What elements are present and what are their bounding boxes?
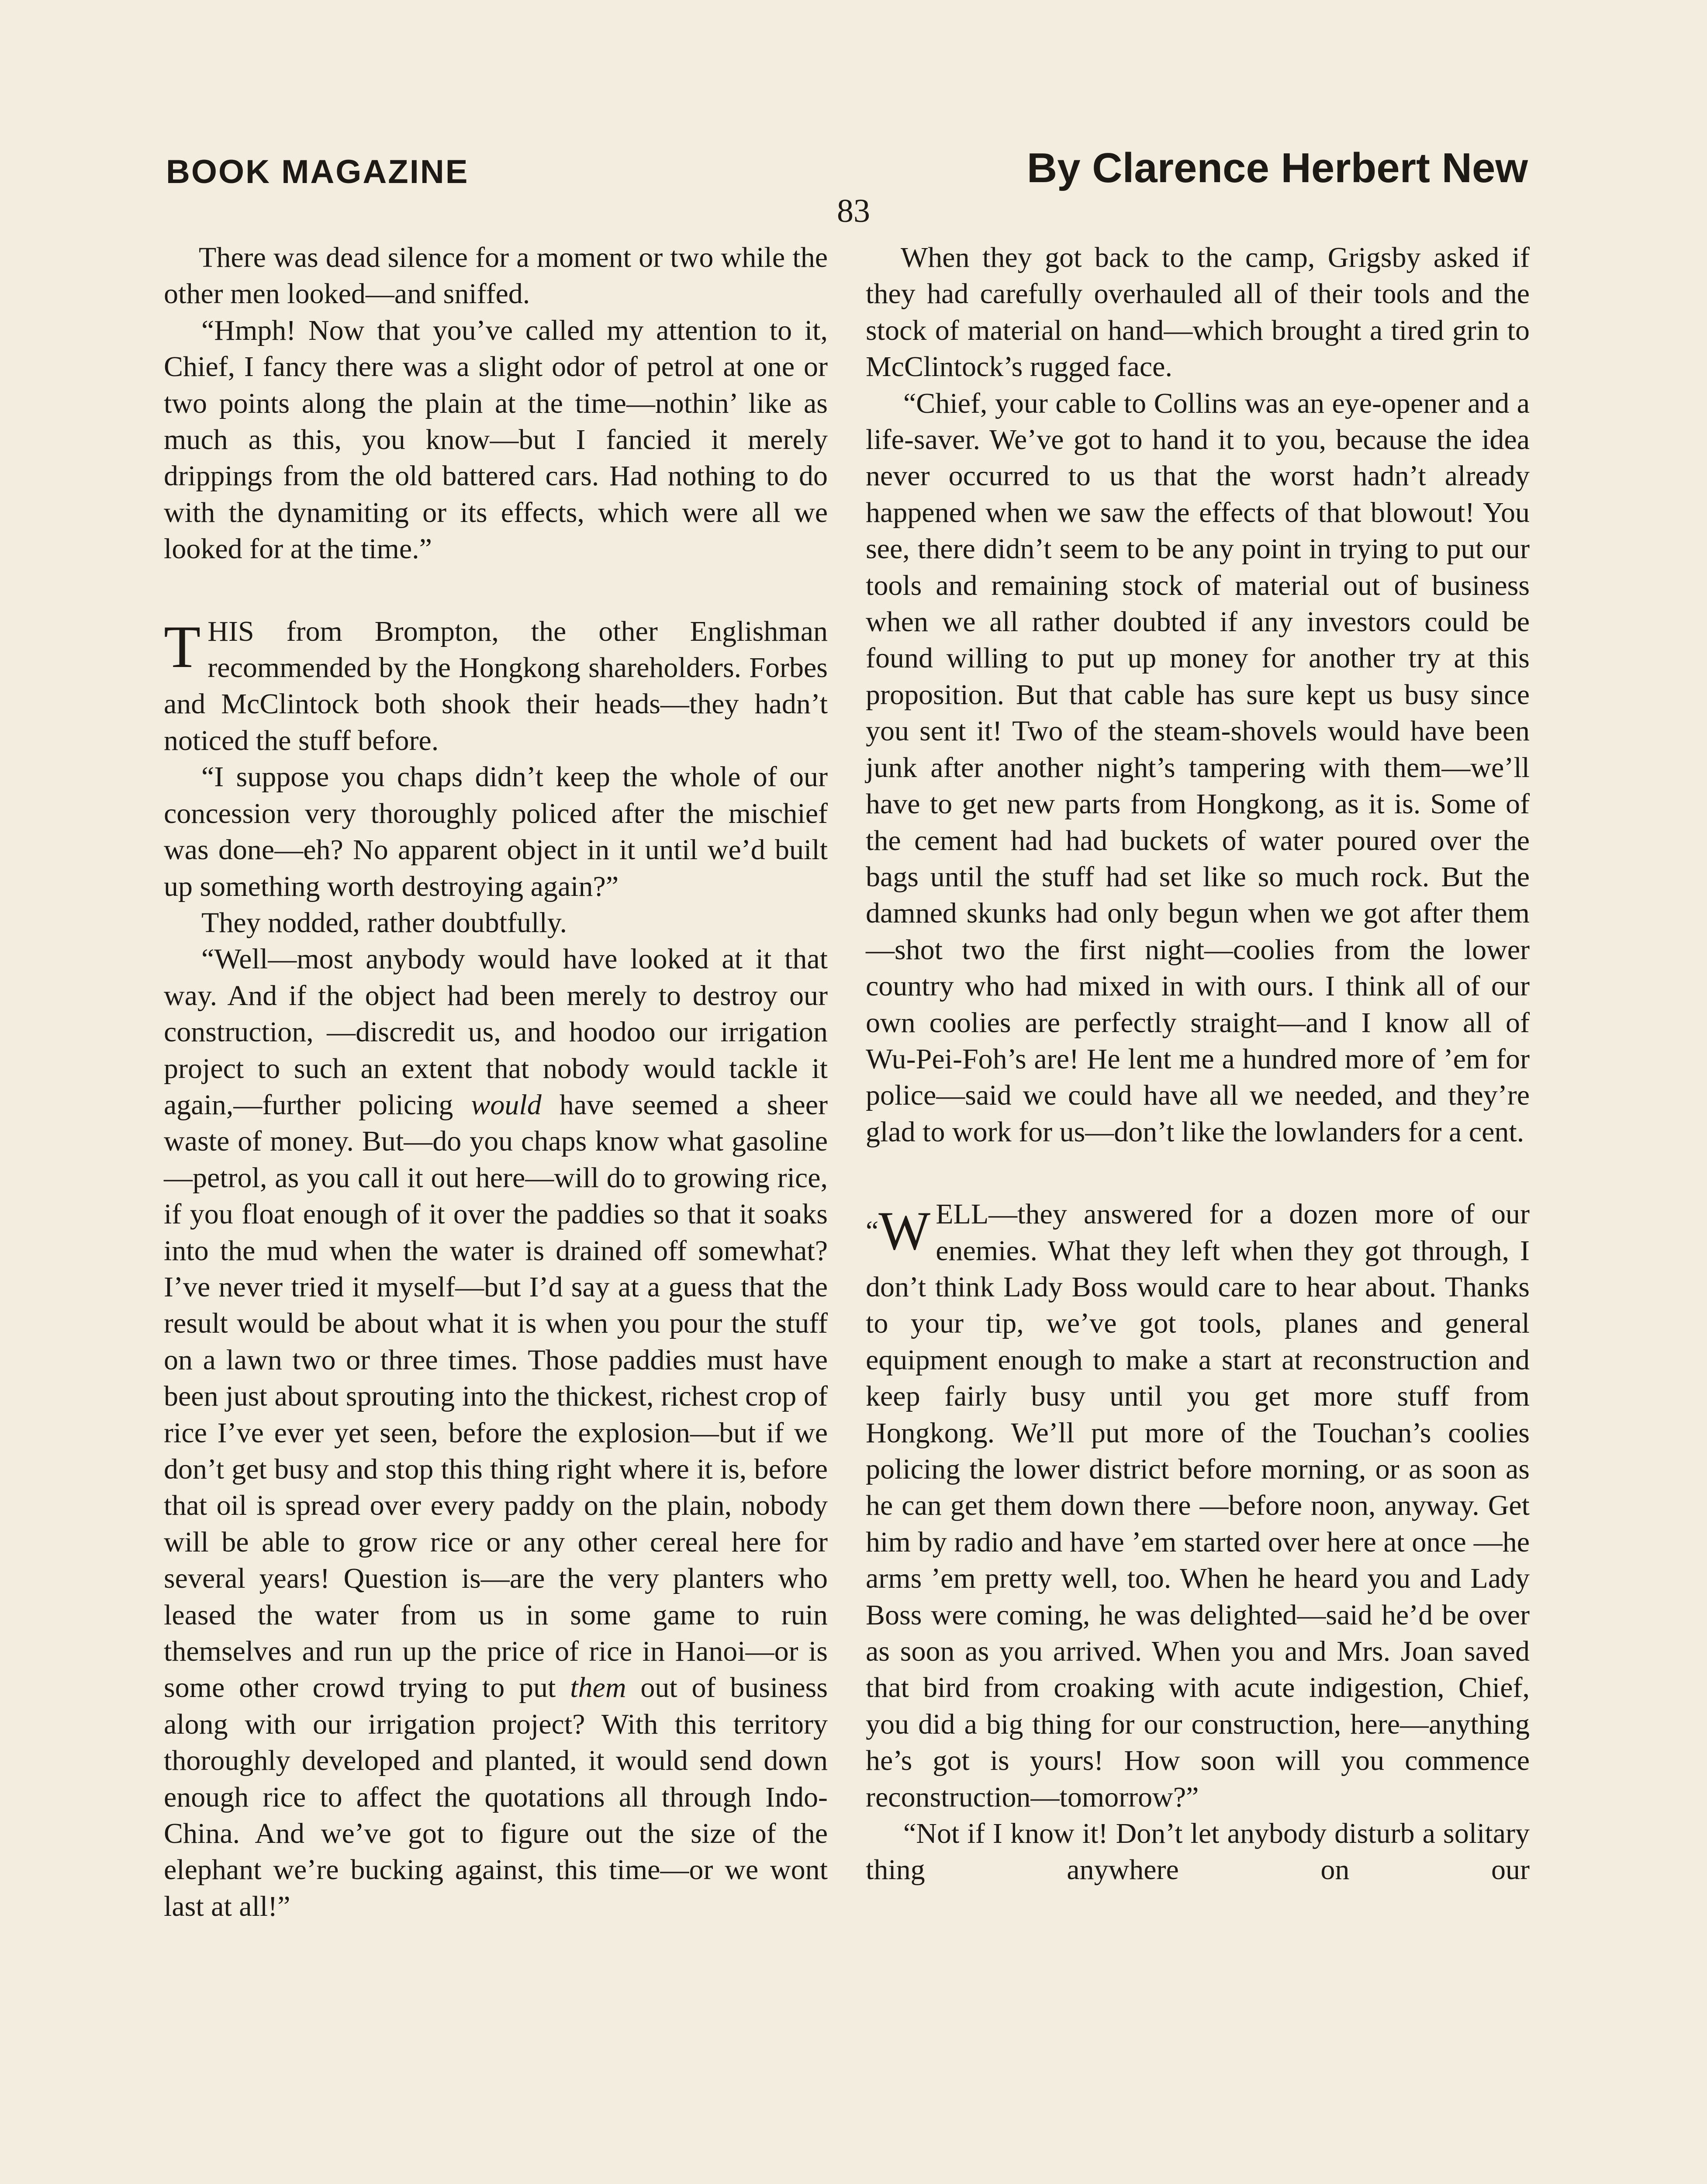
left-column bbox=[164, 239, 828, 1925]
emphasis: them bbox=[570, 1672, 626, 1704]
paragraph-text: out of business along with our irrigation project? With this territory thoroughly developed and planted, it would send down enough rice to affect the quotations all through Indo-China. And we’ve got to figure out the size of the elephant we’re bucking against, this time—or we wont last at all!” bbox=[164, 1672, 828, 1922]
drop-cap: T bbox=[164, 613, 201, 680]
open-quote: “ bbox=[866, 1215, 879, 1248]
paragraph-text: ELL—they answered for a dozen more of our enemies. What they left when they got through, I don’t think Lady Boss would care to hear about. Thanks to your tip, we’ve got tools, planes and general equipment enough to make a start at reconstruction and keep fairly busy until you get more stuff from Hongkong. We’ll put more of the Touchan’s coolies policing the lower district before morning, or as soon as he can get them down there —before noon, anyway. Get him by radio and have ’em started over here at once —he arms ’em pretty well, too. When he heard you and Lady Boss were coming, he was delighted—said he’d be over as soon as you arrived. When you and Mrs. Joan saved that bird from croaking with acute indigestion, Chief, you did a big thing for our construction, here—anything he’s got is yours! How soon will you commence reconstruction—tomorrow?” bbox=[866, 1198, 1530, 1813]
paragraph bbox=[164, 941, 828, 1925]
running-head-author: By Clarence Herbert New bbox=[1026, 145, 1528, 191]
emphasis: would bbox=[471, 1089, 542, 1121]
drop-cap bbox=[866, 1201, 931, 1262]
paragraph: “Chief, your cable to Collins was an eye-opener and a life-saver. We’ve got to hand it to you, because the idea never occurred to us that the worst hadn’t already happened when we saw the effects of that blowout! You see, there didn’t seem to be any point in trying to put our tools and remaining stock of material out of business when we all rather doubted if any investors could be found willing to put up money for another try at this proposition. But that cable has sure kept us busy since you sent it! Two of the steam-shovels would have been junk after another night’s tampering with them—we’ll have to get new parts from Hongkong, as it is. Some of the cement had had buckets of water poured over the bags until the stuff had set like so much rock. But the damned skunks had only begun when we got after them—shot two the first night—coolies from the lower country who had mixed in with ours. I think all of our own coolies are perfectly straight—and I know all of Wu-Pei-Foh’s are! He lent me a hundred more of ’em for police—said we could have all we needed, and they’re glad to work for us—don’t like the lowlanders for a cent. bbox=[866, 387, 1530, 1148]
paragraph: “Not if I know it! Don’t let anybody disturb a solitary thing anywhere on our bbox=[866, 1818, 1530, 1886]
paragraph: They nodded, rather doubtfully. bbox=[201, 906, 567, 939]
drop-cap-letter: W bbox=[878, 1201, 931, 1262]
page-number: 83 bbox=[837, 193, 870, 229]
section-paragraph bbox=[866, 1196, 1530, 1815]
running-head-magazine: BOOK MAGAZINE bbox=[166, 153, 469, 190]
paragraph-text: have seemed a sheer waste of money. But—do you chaps know what gasoline—petrol, as you call it out here—will do to growing rice, if you float enough of it over the paddies so that it soaks into the mud when the water is drained off somewhat? I’ve never tried it myself—but I’d say at a guess that the result would be about what it is when you pour the stuff on a lawn two or three times. Those paddies must have been just about sprouting into the thickest, richest crop of rice I’ve ever yet seen, before the explosion—but if we don’t get busy and stop this thing right where it is, before that oil is spread over every paddy on the plain, nobody will be able to grow rice or any other cereal here for several years! Question is—are the very planters who leased the water from us in some game to ruin themselves and run up the price of rice in Hanoi—or is some other crowd trying to put bbox=[164, 1089, 828, 1704]
paragraph: When they got back to the camp, Grigsby asked if they had carefully overhauled all of their tools and the stock of material on hand—which brought a tired grin to McClintock’s rugged face. bbox=[866, 242, 1530, 383]
paragraph: “Hmph! Now that you’ve called my attention to it, Chief, I fancy there was a slight odor of petrol at one or two points along the plain at the time—nothin’ like as much as this, you know—but I fancied it merely drippings from the old battered cars. Had nothing to do with the dynamiting or its effects, which were all we looked for at the time.” bbox=[164, 314, 828, 565]
paragraph: There was dead silence for a moment or two while the other men looked—and sniffed. bbox=[164, 242, 828, 310]
paragraph-text: “Well—most anybody would have looked at it that way. And if the object had been merely to destroy our construction, —discredit us, and hoodoo our irrigation project to such an extent that nobody would tackle it again,—further policing bbox=[164, 943, 828, 1121]
section-paragraph bbox=[164, 613, 828, 759]
paragraph: “I suppose you chaps didn’t keep the whole of our concession very thoroughly policed after the mischief was done—eh? No apparent object in it until we’d built up something worth destroying again?” bbox=[164, 761, 828, 902]
paragraph-text: HIS from Brompton, the other Englishman recommended by the Hongkong shareholders. Forbes and McClintock both shook their heads—they hadn’t noticed the stuff before. bbox=[164, 615, 828, 757]
right-column bbox=[866, 239, 1530, 1888]
